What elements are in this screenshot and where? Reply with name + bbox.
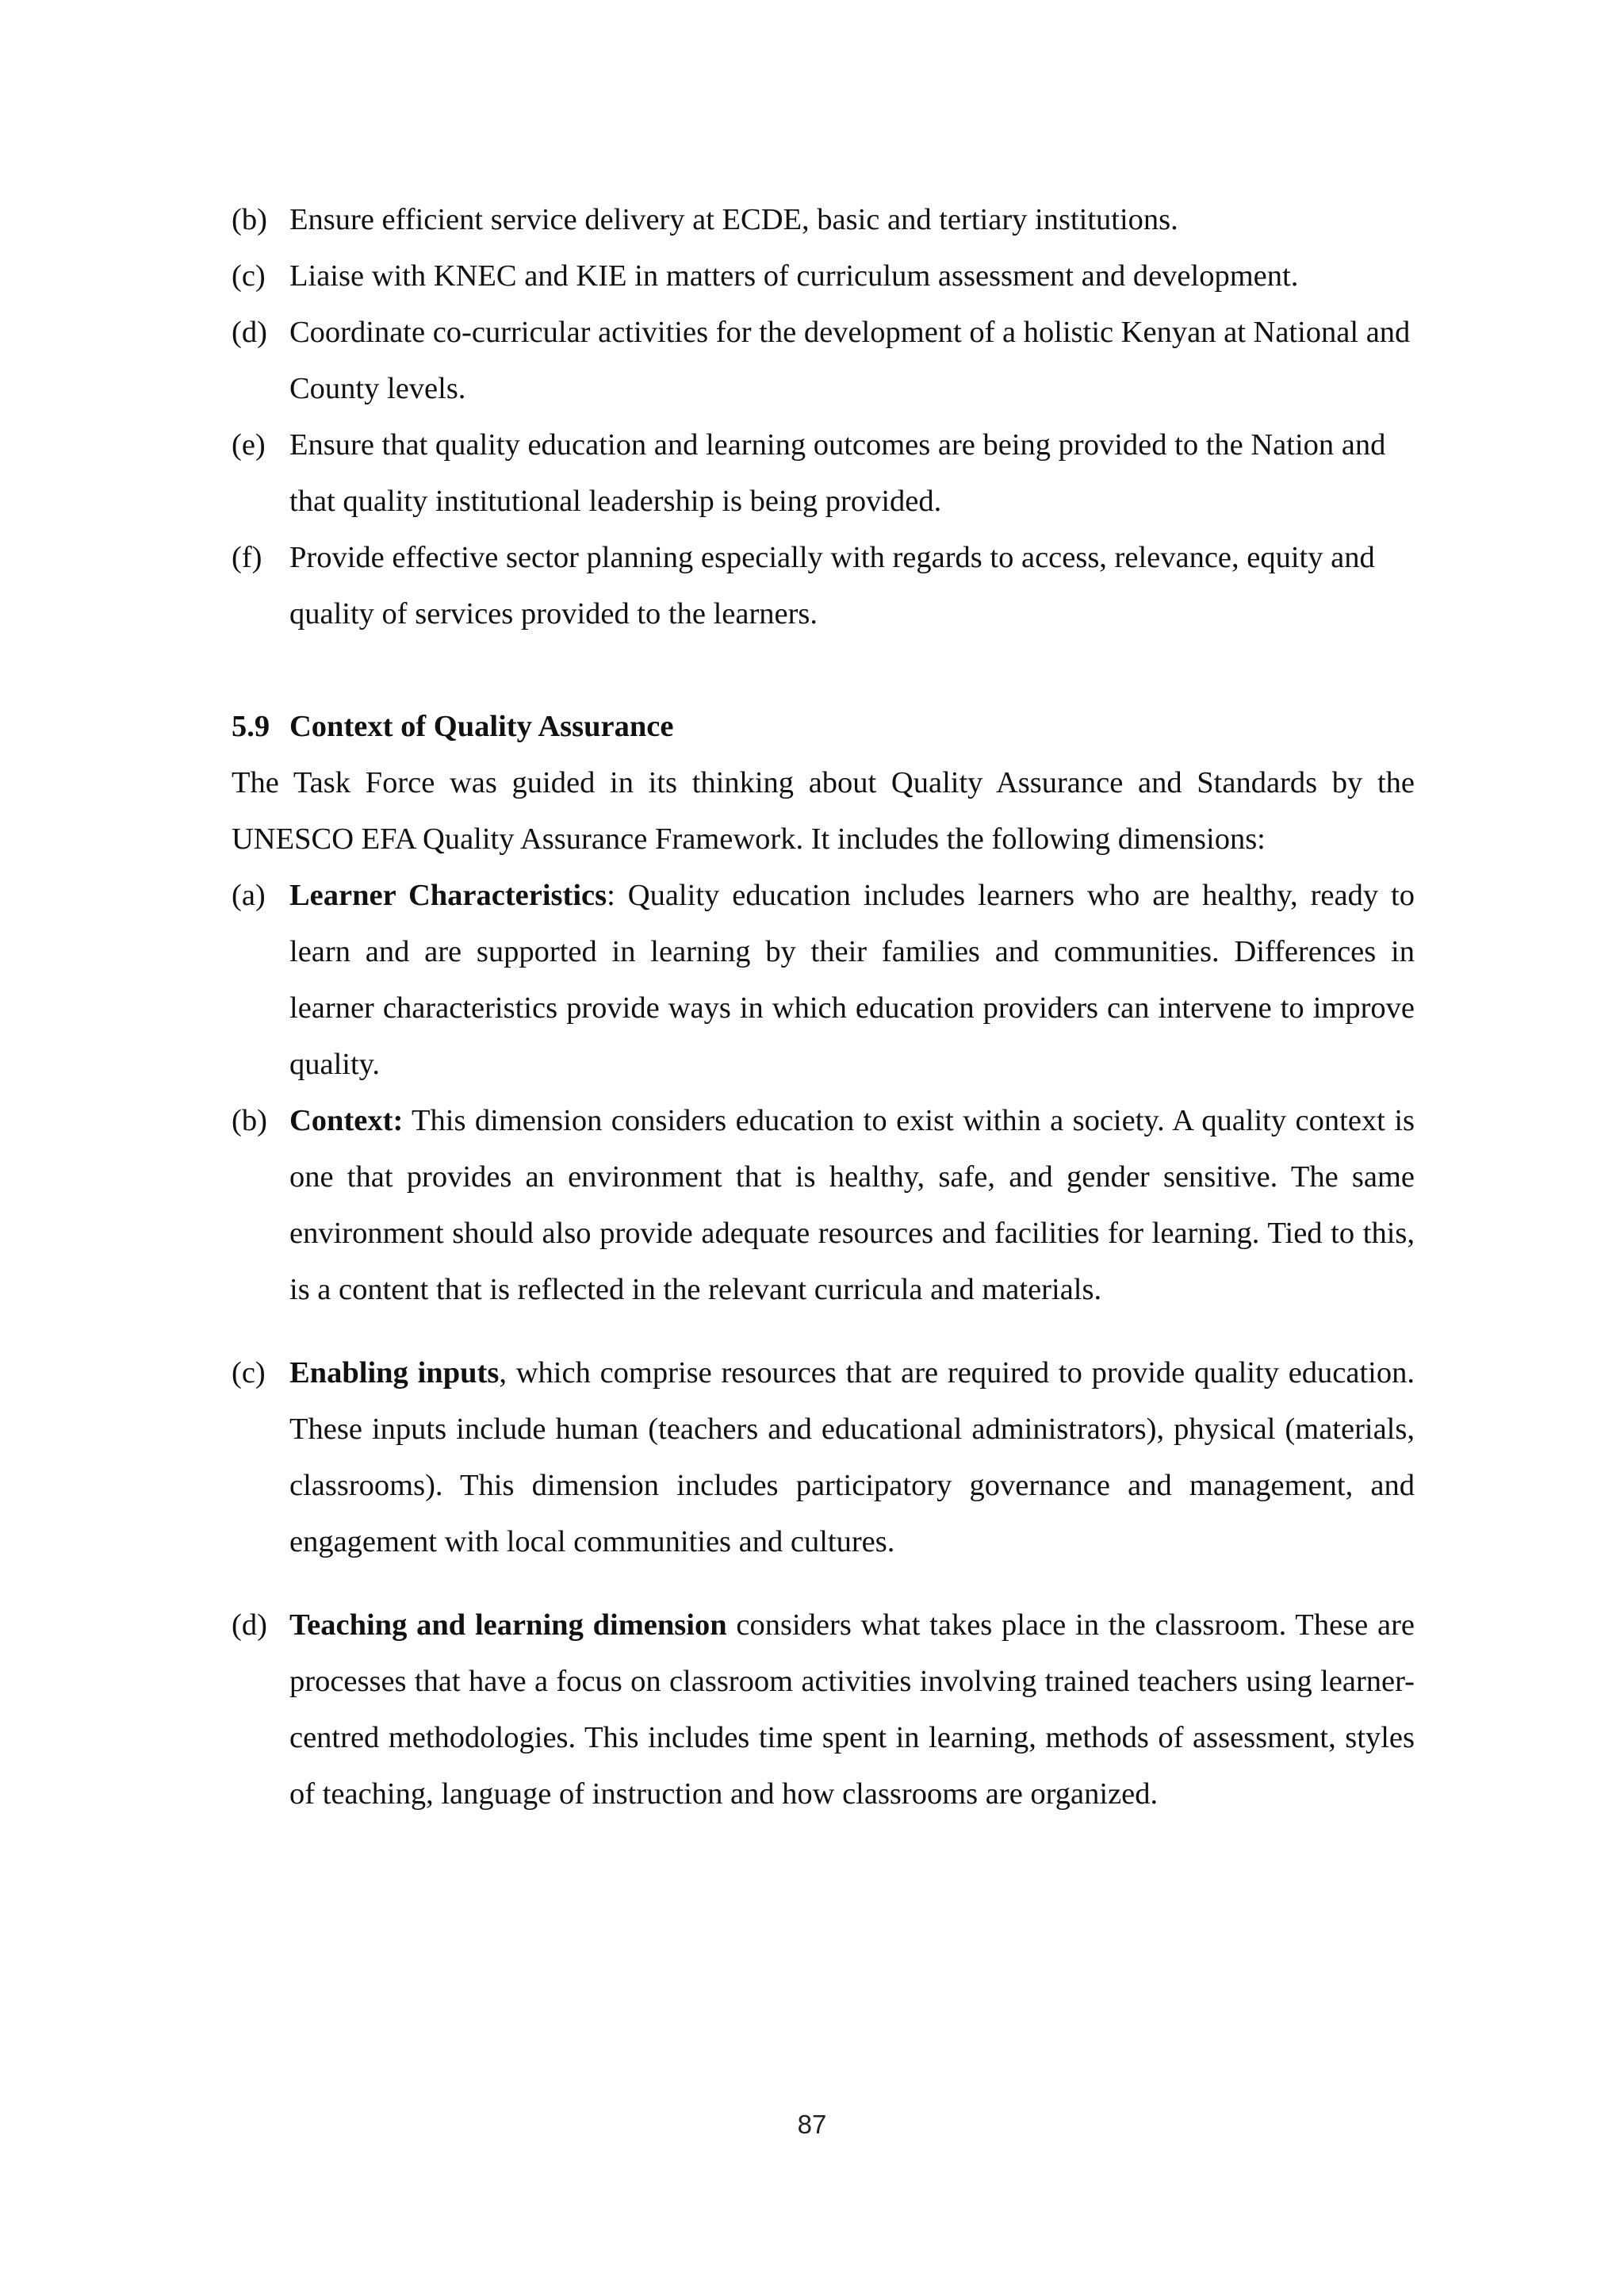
list-marker: (c) bbox=[232, 259, 266, 293]
dimension-item bbox=[232, 868, 1415, 1093]
dimension-description: considers what takes place in the classroom. These are processes that have a focus on classroom activities involving trained teachers using learner-centred methodologies. This includes time spent in learning, methods of assessment, styles of teaching, language of instruction and how classrooms are organized. bbox=[289, 1608, 1415, 1811]
dimension-term: Teaching and learning dimension bbox=[289, 1608, 727, 1642]
section-intro: The Task Force was guided in its thinking about Quality Assurance and Standards by the UNESCO EFA Quality Assurance Framework. It includes the following dimensions: bbox=[232, 766, 1415, 856]
section-number: 5.9 bbox=[232, 710, 270, 743]
list-marker: (b) bbox=[232, 203, 267, 236]
dimension-term: Enabling inputs bbox=[289, 1356, 500, 1389]
list-item-text: Ensure efficient service delivery at ECDE, basic and tertiary institutions. bbox=[289, 203, 1178, 236]
list-marker: (c) bbox=[232, 1356, 266, 1389]
list-item bbox=[232, 305, 1415, 417]
section-title: Context of Quality Assurance bbox=[289, 710, 674, 743]
list-item-text: Ensure that quality education and learning outcomes are being provided to the Nation and that quality institutional leadership is being provided. bbox=[289, 428, 1386, 518]
list-marker: (b) bbox=[232, 1104, 267, 1137]
page-content bbox=[232, 192, 1415, 1823]
dimension-text bbox=[289, 1345, 1415, 1570]
list-marker: (d) bbox=[232, 316, 267, 349]
list-item bbox=[232, 192, 1415, 248]
list-item-text: Liaise with KNEC and KIE in matters of curriculum assessment and development. bbox=[289, 259, 1299, 293]
list-item-text: Provide effective sector planning especially with regards to access, relevance, equity and quality of services provided to the learners. bbox=[289, 541, 1375, 631]
dimension-item bbox=[232, 1093, 1415, 1318]
dimension-term: Context: bbox=[289, 1104, 404, 1137]
section-heading bbox=[232, 699, 1415, 755]
list-item bbox=[232, 530, 1415, 642]
list-item bbox=[232, 248, 1415, 305]
dimension-description: This dimension considers education to exist within a society. A quality context is one that provides an environment that is healthy, safe, and gender sensitive. The same environment should also provide adequate resources and facilities for learning. Tied to this, is a content that is reflected in the relevant curricula and materials. bbox=[289, 1104, 1415, 1306]
dimension-description: , which comprise resources that are required to provide quality education. These inputs include human (teachers and educational administrators), physical (materials, classrooms). This dimension includes participatory governance and management, and engagement with local communities and cultures. bbox=[289, 1356, 1415, 1558]
list-item bbox=[232, 417, 1415, 530]
dimension-description: : Quality education includes learners who are healthy, ready to learn and are supported in learning by their families and communities. Differences in learner characteristics provide ways in which education providers can intervene to improve quality. bbox=[289, 879, 1415, 1081]
list-marker: (a) bbox=[232, 879, 266, 912]
dimension-item bbox=[232, 1597, 1415, 1823]
dimension-text bbox=[289, 1093, 1415, 1318]
dimension-item bbox=[232, 1345, 1415, 1570]
list-marker: (e) bbox=[232, 428, 266, 462]
list-marker: (f) bbox=[232, 541, 262, 574]
dimension-text bbox=[289, 868, 1415, 1093]
page-number: 87 bbox=[797, 2110, 827, 2139]
dimension-text bbox=[289, 1597, 1415, 1823]
list-marker: (d) bbox=[232, 1608, 267, 1642]
dimension-term: Learner Characteristics bbox=[289, 879, 607, 912]
list-item-text: Coordinate co-curricular activities for the development of a holistic Kenyan at National and County levels. bbox=[289, 316, 1411, 405]
